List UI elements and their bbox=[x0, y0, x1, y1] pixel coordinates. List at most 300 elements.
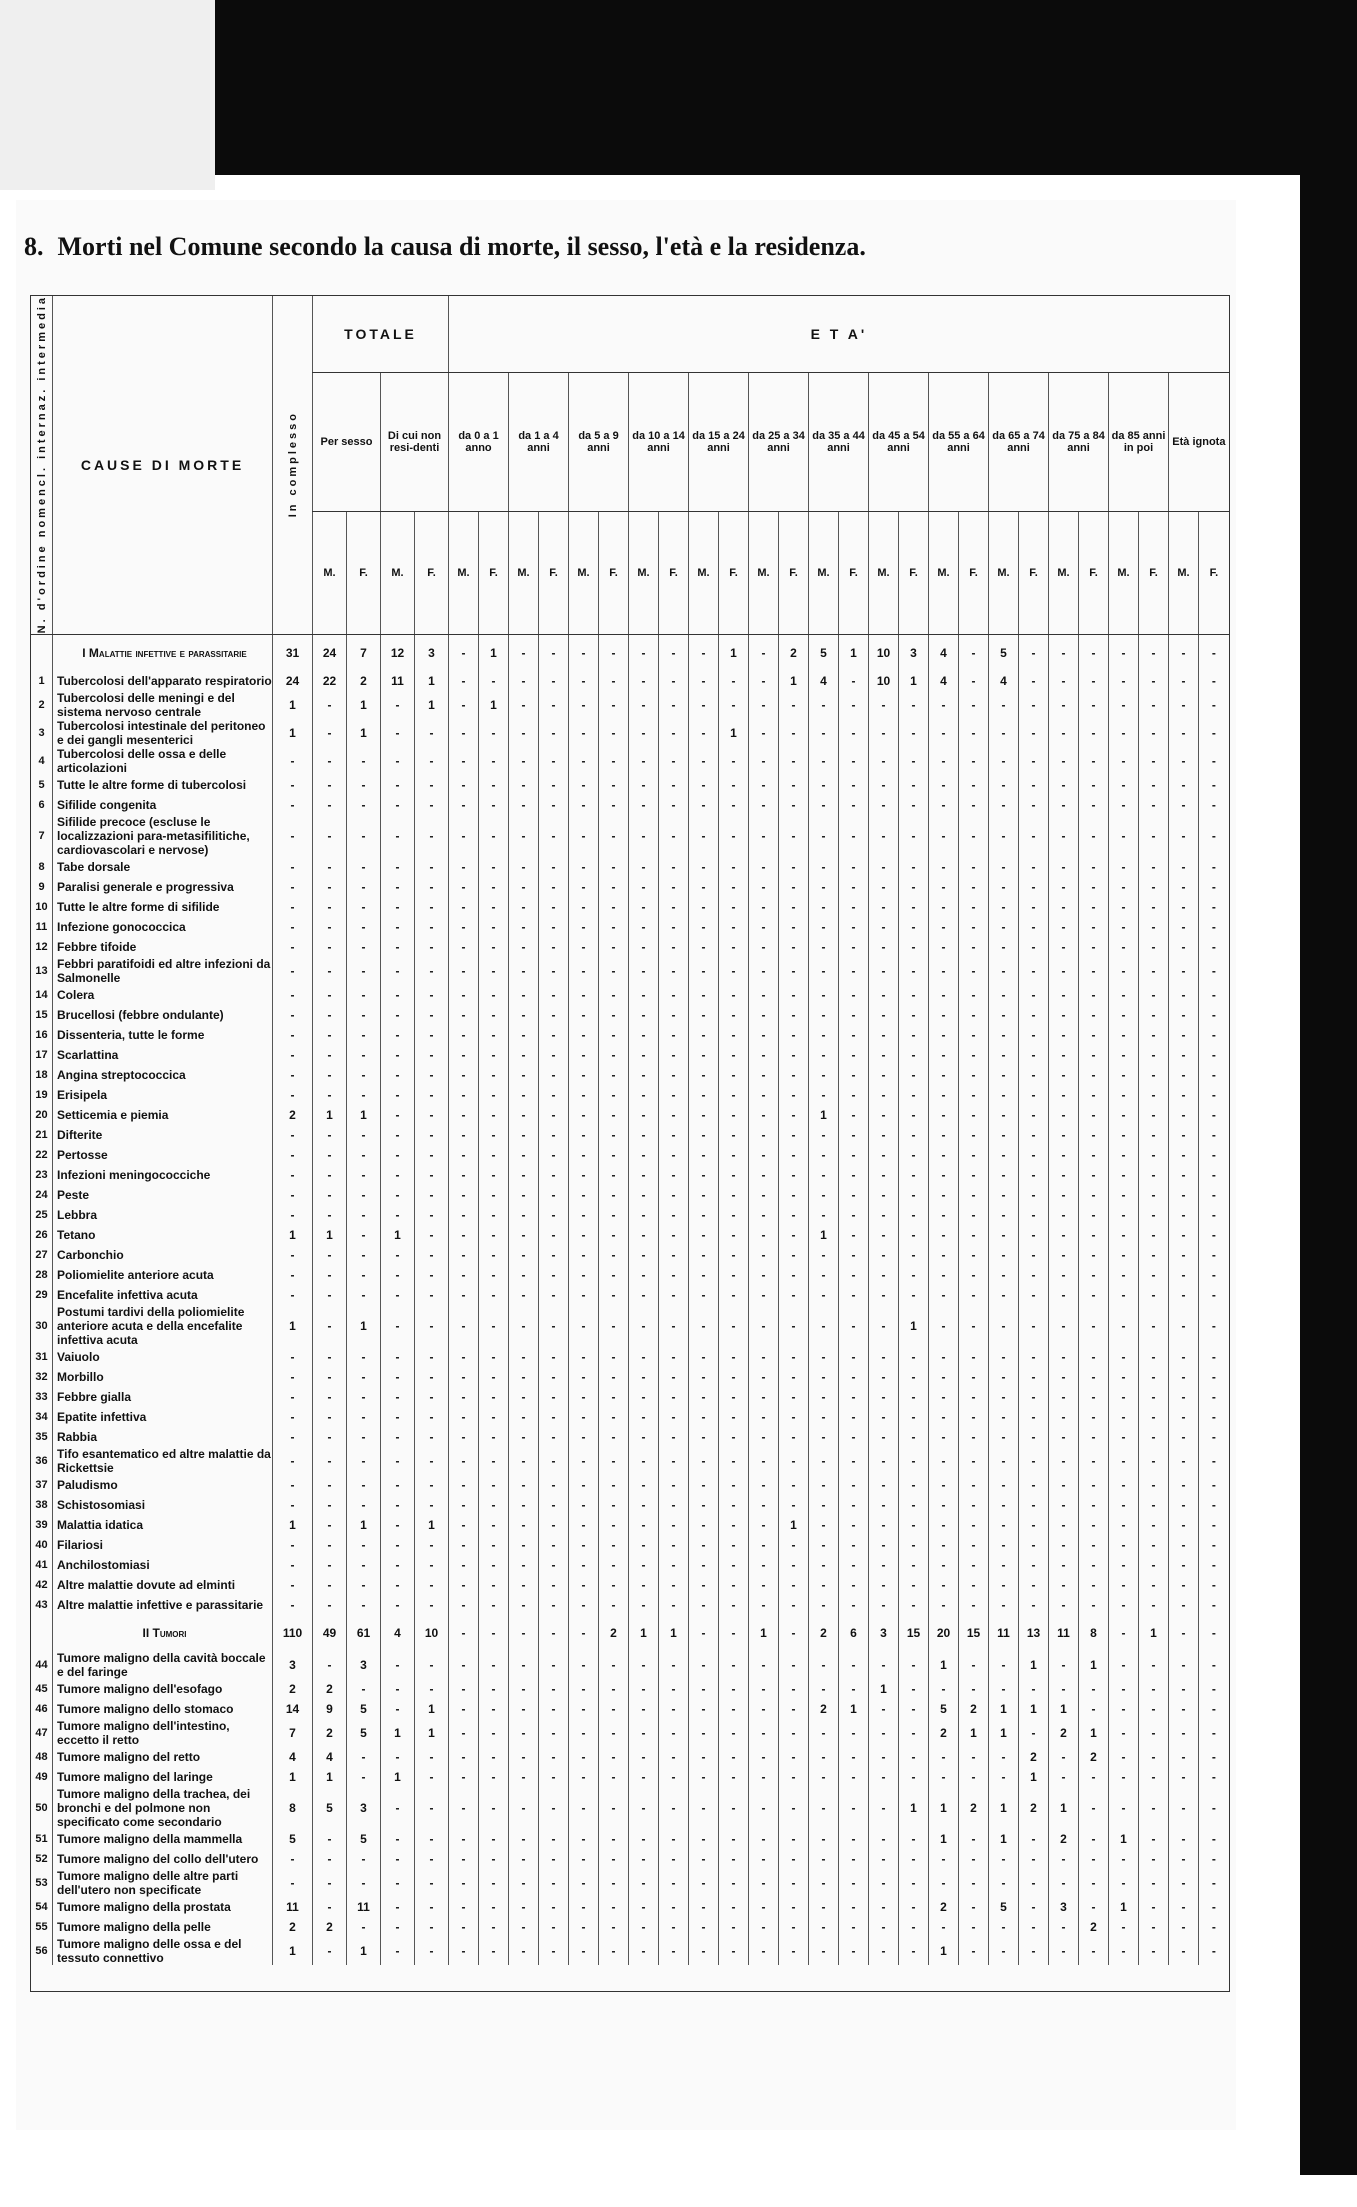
row-value: - bbox=[929, 1305, 959, 1347]
row-value: - bbox=[1199, 1005, 1229, 1025]
row-value: - bbox=[1139, 1475, 1169, 1495]
row-value: - bbox=[1109, 917, 1139, 937]
row-value: - bbox=[381, 1427, 415, 1447]
row-value: - bbox=[689, 1575, 719, 1595]
row-value: - bbox=[1169, 897, 1199, 917]
row-value: - bbox=[415, 1495, 449, 1515]
row-value: - bbox=[869, 1387, 899, 1407]
row-value: - bbox=[689, 1347, 719, 1367]
row-value: - bbox=[449, 1025, 479, 1045]
row-value: - bbox=[347, 1185, 381, 1205]
row-value: - bbox=[779, 1651, 809, 1679]
row-cause: Tubercolosi dell'apparato respiratorio bbox=[53, 671, 273, 691]
row-value: - bbox=[415, 1005, 449, 1025]
row-value: - bbox=[809, 877, 839, 897]
row-value: - bbox=[509, 1185, 539, 1205]
row-value: - bbox=[689, 985, 719, 1005]
row-value: - bbox=[381, 1575, 415, 1595]
row-value: - bbox=[749, 1305, 779, 1347]
row-value: - bbox=[1079, 719, 1109, 747]
row-cause: Tumore maligno dello stomaco bbox=[53, 1699, 273, 1719]
row-value: - bbox=[1109, 1719, 1139, 1747]
row-value: - bbox=[689, 795, 719, 815]
row-value: - bbox=[381, 857, 415, 877]
row-index: 25 bbox=[31, 1205, 53, 1225]
row-value: 2 bbox=[809, 1615, 839, 1651]
row-value: - bbox=[689, 877, 719, 897]
row-value: - bbox=[959, 671, 989, 691]
row-value: - bbox=[449, 1427, 479, 1447]
row-value: - bbox=[449, 1555, 479, 1575]
row-value: - bbox=[1019, 635, 1049, 672]
row-value: - bbox=[313, 691, 347, 719]
row-value: 3 bbox=[347, 1787, 381, 1829]
row-value: - bbox=[629, 815, 659, 857]
row-value: - bbox=[839, 1515, 869, 1535]
row-value: - bbox=[659, 1515, 689, 1535]
row-value: - bbox=[779, 897, 809, 917]
row-value: 1 bbox=[381, 1225, 415, 1245]
row-value: - bbox=[313, 1305, 347, 1347]
row-value: - bbox=[539, 1225, 569, 1245]
row-value: 5 bbox=[929, 1699, 959, 1719]
row-value: - bbox=[719, 747, 749, 775]
row-value: - bbox=[415, 1535, 449, 1555]
row-value: - bbox=[1139, 719, 1169, 747]
row-cause: Lebbra bbox=[53, 1205, 273, 1225]
row-value: - bbox=[599, 1025, 629, 1045]
row-value: - bbox=[719, 1427, 749, 1447]
row-value: - bbox=[479, 775, 509, 795]
row-value: - bbox=[629, 1305, 659, 1347]
row-value: - bbox=[929, 1495, 959, 1515]
row-value: - bbox=[689, 1427, 719, 1447]
row-value: - bbox=[869, 1475, 899, 1495]
row-value: - bbox=[347, 1575, 381, 1595]
header-sex-m: M. bbox=[629, 512, 659, 635]
row-value: - bbox=[1079, 1085, 1109, 1105]
row-value: - bbox=[415, 1917, 449, 1937]
row-value: - bbox=[479, 1555, 509, 1575]
row-value: - bbox=[899, 1897, 929, 1917]
row-value: - bbox=[839, 1555, 869, 1575]
row-value: - bbox=[1079, 985, 1109, 1005]
row-value: - bbox=[1169, 1045, 1199, 1065]
row-value: - bbox=[809, 1719, 839, 1747]
row-value: - bbox=[629, 1427, 659, 1447]
row-value: 5 bbox=[347, 1699, 381, 1719]
table-row bbox=[31, 1285, 1229, 1305]
row-value: - bbox=[539, 1747, 569, 1767]
row-value: - bbox=[989, 917, 1019, 937]
row-value: - bbox=[347, 897, 381, 917]
row-value: - bbox=[929, 1285, 959, 1305]
row-index: 11 bbox=[31, 917, 53, 937]
row-value: - bbox=[569, 691, 599, 719]
row-value: - bbox=[479, 1225, 509, 1245]
row-value: - bbox=[779, 1245, 809, 1265]
row-value: - bbox=[929, 1595, 959, 1615]
row-index: 45 bbox=[31, 1679, 53, 1699]
row-value: - bbox=[539, 795, 569, 815]
row-value: - bbox=[449, 1595, 479, 1615]
row-value: - bbox=[869, 747, 899, 775]
row-value: - bbox=[719, 1367, 749, 1387]
row-value: - bbox=[313, 1025, 347, 1045]
row-value: - bbox=[599, 1575, 629, 1595]
row-value: - bbox=[659, 747, 689, 775]
row-value: - bbox=[539, 747, 569, 775]
header-age-group: da 85 anni in poi bbox=[1109, 373, 1169, 512]
row-value: - bbox=[1199, 1205, 1229, 1225]
row-value: - bbox=[929, 1165, 959, 1185]
row-value: - bbox=[479, 985, 509, 1005]
row-value: - bbox=[1079, 1065, 1109, 1085]
row-index: 9 bbox=[31, 877, 53, 897]
row-index: 51 bbox=[31, 1829, 53, 1849]
row-value: - bbox=[1109, 1427, 1139, 1447]
row-value: - bbox=[1049, 815, 1079, 857]
row-value: 24 bbox=[273, 671, 313, 691]
row-value: - bbox=[689, 1165, 719, 1185]
row-value: - bbox=[749, 1085, 779, 1105]
row-value: - bbox=[629, 1555, 659, 1575]
row-value: - bbox=[1019, 1305, 1049, 1347]
header-sex-m: M. bbox=[869, 512, 899, 635]
row-value: 1 bbox=[809, 1225, 839, 1245]
row-value: - bbox=[1199, 1125, 1229, 1145]
row-value: - bbox=[749, 1917, 779, 1937]
row-value: - bbox=[347, 1679, 381, 1699]
row-value: - bbox=[929, 1679, 959, 1699]
table-row bbox=[31, 1407, 1229, 1427]
row-value: - bbox=[869, 1245, 899, 1265]
row-value: - bbox=[869, 1105, 899, 1125]
row-value: - bbox=[569, 1165, 599, 1185]
row-value: - bbox=[1139, 1185, 1169, 1205]
table-row bbox=[31, 1747, 1229, 1767]
row-value: - bbox=[1199, 1105, 1229, 1125]
row-value: - bbox=[659, 1475, 689, 1495]
row-value: - bbox=[989, 1869, 1019, 1897]
row-value: 1 bbox=[899, 671, 929, 691]
row-value: 15 bbox=[899, 1615, 929, 1651]
row-value: - bbox=[629, 1787, 659, 1829]
row-value: - bbox=[1169, 1787, 1199, 1829]
table-row bbox=[31, 1105, 1229, 1125]
row-value: - bbox=[539, 1767, 569, 1787]
row-value: - bbox=[415, 795, 449, 815]
row-value: - bbox=[839, 747, 869, 775]
row-value: - bbox=[449, 671, 479, 691]
row-value: - bbox=[869, 1285, 899, 1305]
table-row bbox=[31, 1045, 1229, 1065]
row-value: - bbox=[569, 1869, 599, 1897]
row-value: - bbox=[839, 1245, 869, 1265]
row-value: - bbox=[1139, 937, 1169, 957]
row-value: - bbox=[719, 1699, 749, 1719]
row-value: - bbox=[347, 1125, 381, 1145]
row-value: - bbox=[539, 985, 569, 1005]
row-value: 1 bbox=[749, 1615, 779, 1651]
row-value: - bbox=[809, 1085, 839, 1105]
row-value: - bbox=[1079, 1407, 1109, 1427]
row-value: 1 bbox=[989, 1787, 1019, 1829]
row-value: - bbox=[689, 1305, 719, 1347]
row-value: - bbox=[989, 1535, 1019, 1555]
header-sex-f: F. bbox=[959, 512, 989, 635]
table-row bbox=[31, 691, 1229, 719]
row-cause: Tumore maligno dell'esofago bbox=[53, 1679, 273, 1699]
row-value: - bbox=[479, 1165, 509, 1185]
row-value: - bbox=[779, 1387, 809, 1407]
row-value: - bbox=[689, 857, 719, 877]
table-row bbox=[31, 1829, 1229, 1849]
table-row bbox=[31, 1651, 1229, 1679]
row-value: - bbox=[539, 1427, 569, 1447]
row-value: - bbox=[449, 1105, 479, 1125]
row-value: - bbox=[1049, 1387, 1079, 1407]
row-value: - bbox=[1199, 1515, 1229, 1535]
row-value: - bbox=[1169, 747, 1199, 775]
row-value: - bbox=[779, 1225, 809, 1245]
row-value: - bbox=[381, 1679, 415, 1699]
row-value: - bbox=[539, 1829, 569, 1849]
row-value: - bbox=[869, 1427, 899, 1447]
row-value: - bbox=[539, 1849, 569, 1869]
row-value: - bbox=[1169, 1165, 1199, 1185]
row-value: - bbox=[1079, 1245, 1109, 1265]
row-value: - bbox=[1049, 671, 1079, 691]
row-value: - bbox=[569, 985, 599, 1005]
row-value: - bbox=[659, 1937, 689, 1965]
row-value: - bbox=[479, 1285, 509, 1305]
row-value: - bbox=[347, 1407, 381, 1427]
row-value: - bbox=[449, 1699, 479, 1719]
row-value: - bbox=[1109, 1245, 1139, 1265]
row-value: - bbox=[479, 1205, 509, 1225]
row-value: - bbox=[415, 1125, 449, 1145]
row-value: - bbox=[599, 1285, 629, 1305]
row-value: - bbox=[869, 1185, 899, 1205]
row-value: - bbox=[659, 1165, 689, 1185]
row-value: - bbox=[449, 1515, 479, 1535]
row-value: - bbox=[1139, 1897, 1169, 1917]
row-value: - bbox=[415, 1347, 449, 1367]
row-value: - bbox=[449, 1849, 479, 1869]
row-index: 40 bbox=[31, 1535, 53, 1555]
row-value: - bbox=[1109, 1105, 1139, 1125]
row-value: - bbox=[313, 1387, 347, 1407]
row-value: 1 bbox=[479, 635, 509, 672]
row-value: - bbox=[1109, 815, 1139, 857]
row-value: - bbox=[1079, 1025, 1109, 1045]
row-value: - bbox=[381, 877, 415, 897]
row-value: - bbox=[1019, 857, 1049, 877]
row-value: - bbox=[1199, 1747, 1229, 1767]
row-value: - bbox=[719, 1265, 749, 1285]
row-value: - bbox=[539, 1185, 569, 1205]
row-value: - bbox=[273, 1005, 313, 1025]
row-value: - bbox=[1139, 1447, 1169, 1475]
row-value: - bbox=[509, 1125, 539, 1145]
row-value: - bbox=[1079, 1767, 1109, 1787]
row-value: - bbox=[749, 957, 779, 985]
row-value: - bbox=[869, 815, 899, 857]
row-value: - bbox=[779, 1495, 809, 1515]
row-value: - bbox=[869, 1165, 899, 1185]
row-value: - bbox=[347, 917, 381, 937]
row-value: - bbox=[959, 877, 989, 897]
row-value: - bbox=[1109, 1225, 1139, 1245]
row-value: - bbox=[1139, 1225, 1169, 1245]
row-value: - bbox=[959, 635, 989, 672]
row-value: - bbox=[899, 1575, 929, 1595]
row-value: - bbox=[1019, 1205, 1049, 1225]
row-value: 5 bbox=[809, 635, 839, 672]
row-value: - bbox=[899, 877, 929, 897]
row-value: - bbox=[313, 1005, 347, 1025]
row-value: - bbox=[629, 635, 659, 672]
row-value: - bbox=[449, 1085, 479, 1105]
row-value: - bbox=[659, 1849, 689, 1869]
row-value: 1 bbox=[1049, 1699, 1079, 1719]
row-value: - bbox=[1169, 1125, 1199, 1145]
row-value: 1 bbox=[899, 1787, 929, 1829]
row-value: - bbox=[629, 1897, 659, 1917]
row-value: - bbox=[1169, 857, 1199, 877]
row-value: - bbox=[313, 795, 347, 815]
row-value: - bbox=[1109, 1651, 1139, 1679]
row-value: - bbox=[899, 1595, 929, 1615]
row-value: - bbox=[273, 1595, 313, 1615]
row-value: - bbox=[1199, 1367, 1229, 1387]
row-value: 49 bbox=[313, 1615, 347, 1651]
row-value: - bbox=[569, 1917, 599, 1937]
row-cause: Tabe dorsale bbox=[53, 857, 273, 877]
row-value: - bbox=[509, 1265, 539, 1285]
row-value: - bbox=[779, 1367, 809, 1387]
row-cause: Anchilostomiasi bbox=[53, 1555, 273, 1575]
row-value: - bbox=[1139, 1555, 1169, 1575]
table-row bbox=[31, 1917, 1229, 1937]
row-value: - bbox=[659, 1025, 689, 1045]
row-index: 49 bbox=[31, 1767, 53, 1787]
row-value: - bbox=[809, 1427, 839, 1447]
row-value: - bbox=[1169, 1719, 1199, 1747]
table-row bbox=[31, 815, 1229, 857]
row-value: - bbox=[449, 1495, 479, 1515]
row-value: - bbox=[1079, 1045, 1109, 1065]
row-value: - bbox=[449, 1651, 479, 1679]
row-value: 2 bbox=[809, 1699, 839, 1719]
row-value: - bbox=[381, 1475, 415, 1495]
row-value: - bbox=[809, 815, 839, 857]
row-value: - bbox=[1109, 1787, 1139, 1829]
row-value: - bbox=[1109, 1699, 1139, 1719]
row-value: - bbox=[599, 957, 629, 985]
row-value: - bbox=[1049, 719, 1079, 747]
row-value: - bbox=[1109, 1869, 1139, 1897]
row-value: - bbox=[779, 1829, 809, 1849]
row-value: - bbox=[719, 1165, 749, 1185]
row-value: 1 bbox=[659, 1615, 689, 1651]
row-value: - bbox=[509, 1285, 539, 1305]
row-value: - bbox=[1019, 917, 1049, 937]
title-number: 8. bbox=[24, 232, 44, 261]
row-value: - bbox=[689, 1535, 719, 1555]
row-value: - bbox=[479, 1447, 509, 1475]
row-value: - bbox=[689, 1145, 719, 1165]
row-cause: Filariosi bbox=[53, 1535, 273, 1555]
row-value: - bbox=[381, 1869, 415, 1897]
row-value: - bbox=[869, 857, 899, 877]
row-value: - bbox=[1019, 1245, 1049, 1265]
row-value: - bbox=[539, 1387, 569, 1407]
row-value: - bbox=[809, 985, 839, 1005]
row-value: - bbox=[479, 1869, 509, 1897]
row-value: - bbox=[1169, 1651, 1199, 1679]
row-value: - bbox=[1199, 897, 1229, 917]
row-value: - bbox=[415, 1367, 449, 1387]
row-value: - bbox=[1109, 1747, 1139, 1767]
row-value: - bbox=[599, 1869, 629, 1897]
row-index: 35 bbox=[31, 1427, 53, 1447]
row-value: - bbox=[415, 1555, 449, 1575]
row-index: 37 bbox=[31, 1475, 53, 1495]
row-value: - bbox=[749, 1679, 779, 1699]
row-value: - bbox=[569, 1265, 599, 1285]
row-value: - bbox=[719, 1145, 749, 1165]
row-value: - bbox=[839, 1387, 869, 1407]
row-value: - bbox=[719, 877, 749, 897]
row-value: - bbox=[599, 1367, 629, 1387]
row-value: - bbox=[839, 1285, 869, 1305]
row-value: - bbox=[449, 985, 479, 1005]
row-index: 36 bbox=[31, 1447, 53, 1475]
row-value: 2 bbox=[1079, 1917, 1109, 1937]
row-value: - bbox=[809, 747, 839, 775]
row-value: - bbox=[689, 957, 719, 985]
row-value: - bbox=[1049, 795, 1079, 815]
row-value: - bbox=[749, 1699, 779, 1719]
row-value: - bbox=[313, 1535, 347, 1555]
row-value: - bbox=[1049, 775, 1079, 795]
row-value: - bbox=[1109, 1555, 1139, 1575]
row-value: - bbox=[929, 815, 959, 857]
row-value: - bbox=[479, 957, 509, 985]
row-value: - bbox=[629, 775, 659, 795]
row-value: - bbox=[929, 1535, 959, 1555]
row-value: - bbox=[629, 1849, 659, 1869]
row-value: - bbox=[899, 1937, 929, 1965]
row-value: - bbox=[929, 1105, 959, 1125]
row-value: - bbox=[1199, 1407, 1229, 1427]
row-value: - bbox=[659, 1065, 689, 1085]
header-sex-m: M. bbox=[989, 512, 1019, 635]
row-value: - bbox=[1019, 1045, 1049, 1065]
table-row bbox=[31, 1535, 1229, 1555]
row-value: - bbox=[869, 691, 899, 719]
row-value: - bbox=[599, 1145, 629, 1165]
row-value: - bbox=[509, 857, 539, 877]
row-value: - bbox=[569, 1535, 599, 1555]
row-value: - bbox=[569, 1495, 599, 1515]
row-value: - bbox=[899, 1447, 929, 1475]
row-value: - bbox=[273, 1265, 313, 1285]
row-value: - bbox=[779, 1849, 809, 1869]
row-value: - bbox=[1199, 1347, 1229, 1367]
